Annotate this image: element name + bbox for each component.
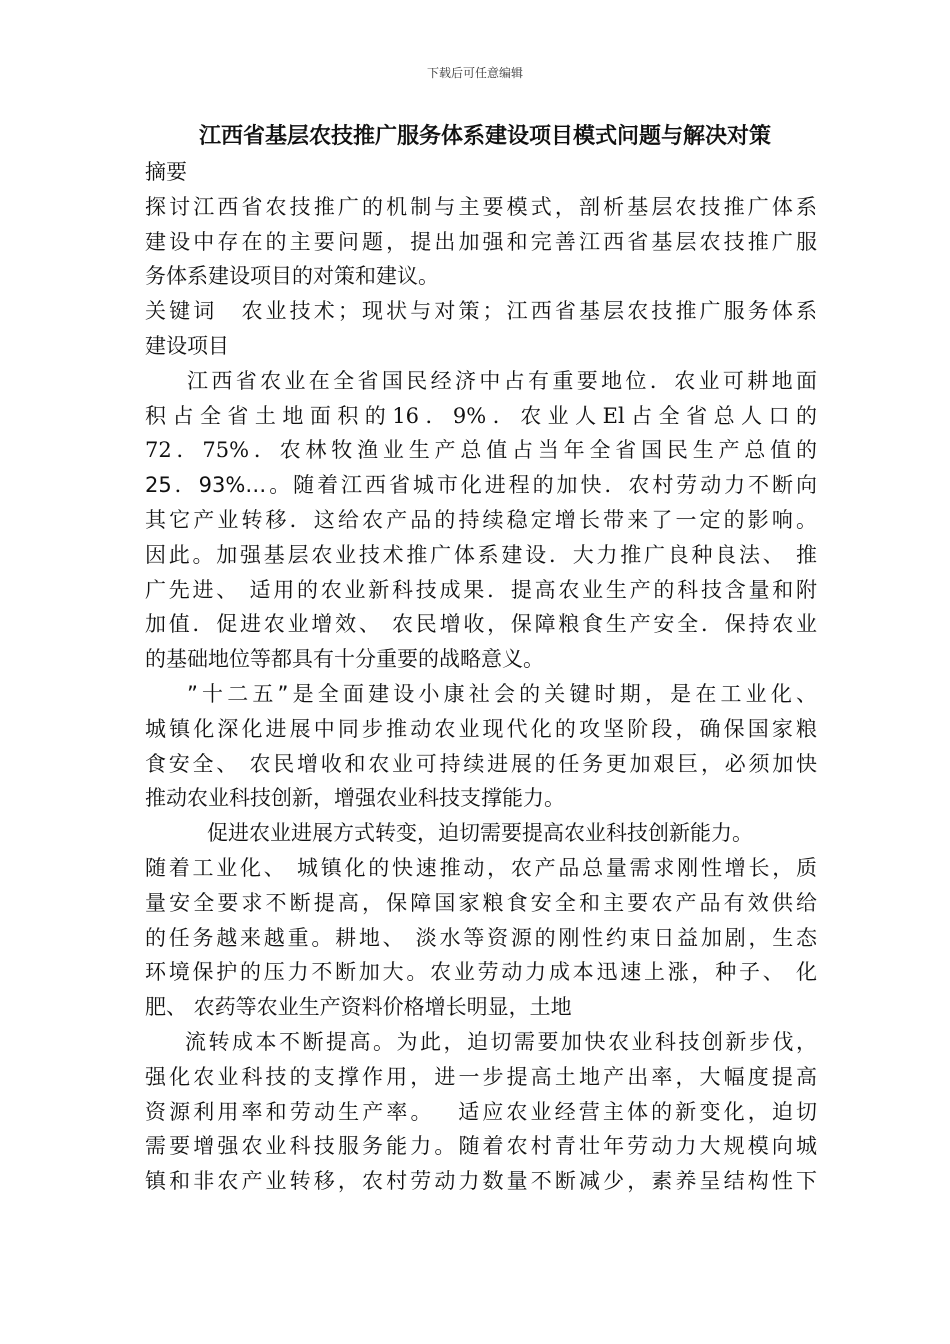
paragraph-line: 25．93%…。随着江西省城市化进程的加快．农村劳动力不断向	[145, 473, 817, 498]
paragraph-line: 随着工业化、 城镇化的快速推动，农产品总量需求刚性增长，质	[145, 855, 817, 880]
paragraph-line: ”十二五”是全面建设小康社会的关键时期，是在工业化、	[187, 681, 817, 706]
abstract-line: 务体系建设项目的对策和建议。	[145, 264, 439, 289]
keywords-line: 建设项目	[145, 333, 229, 358]
document-body	[145, 155, 817, 1199]
paragraph-line: 促进农业进展方式转变，迫切需要提高农业科技创新能力。	[207, 821, 753, 846]
paragraph-line: 的任务越来越重。耕地、 淡水等资源的刚性约束日益加剧，生态	[145, 925, 817, 950]
paragraph-line: 量安全要求不断提高，保障国家粮食安全和主要农产品有效供给	[145, 890, 817, 915]
paragraph-line: 其它产业转移．这给农产品的持续稳定增长带来了一定的影响。	[145, 507, 817, 532]
header-note: 下载后可任意编辑	[426, 66, 523, 80]
paragraph-line: 广先进、 适用的农业新科技成果．提高农业生产的科技含量和附	[145, 577, 817, 602]
paragraph-line: 肥、 农药等农业生产资料价格增长明显，土地	[145, 995, 572, 1020]
paragraph-line: 72．75%．农林牧渔业生产总值占当年全省国民生产总值的	[145, 438, 817, 463]
paragraph-line: 江西省农业在全省国民经济中占有重要地位．农业可耕地面	[187, 368, 817, 393]
paragraph-line: 加值．促进农业增效、 农民增收，保障粮食生产安全．保持农业	[145, 612, 817, 637]
paragraph-line: 的基础地位等都具有十分重要的战略意义。	[145, 647, 544, 672]
abstract-line: 建设中存在的主要问题，提出加强和完善江西省基层农技推广服	[145, 229, 817, 254]
document-title: 江西省基层农技推广服务体系建设项目模式问题与解决对策	[198, 124, 771, 149]
paragraph-line: 环境保护的压力不断加大。农业劳动力成本迅速上涨，种子、 化	[145, 960, 817, 985]
abstract-heading: 摘要	[145, 160, 187, 184]
paragraph-line: 城镇化深化进展中同步推动农业现代化的攻坚阶段，确保国家粮	[145, 716, 817, 741]
paragraph-line: 需要增强农业科技服务能力。随着农村青壮年劳动力大规模向城	[145, 1134, 817, 1159]
abstract-line: 探讨江西省农技推广的机制与主要模式，剖析基层农技推广体系	[145, 194, 817, 219]
paragraph-line: 食安全、 农民增收和农业可持续进展的任务更加艰巨，必须加快	[145, 751, 817, 776]
keywords-line: 关键词 农业技术；现状与对策；江西省基层农技推广服务体系	[145, 299, 817, 324]
paragraph-line: 积占全省土地面积的16．9%．农业人El占全省总人口的	[145, 403, 817, 428]
paragraph-line: 资源利用率和劳动生产率。 适应农业经营主体的新变化，迫切	[145, 1099, 817, 1124]
paragraph-line: 因此。加强基层农业技术推广体系建设．大力推广良种良法、 推	[145, 542, 817, 567]
paragraph-line: 推动农业科技创新，增强农业科技支撑能力。	[145, 786, 565, 811]
paragraph-line: 流转成本不断提高。为此，迫切需要加快农业科技创新步伐，	[185, 1029, 817, 1054]
paragraph-line: 镇和非农产业转移，农村劳动力数量不断减少，素养呈结构性下	[145, 1169, 817, 1194]
paragraph-line: 强化农业科技的支撑作用，进一步提高土地产出率，大幅度提高	[145, 1064, 817, 1089]
